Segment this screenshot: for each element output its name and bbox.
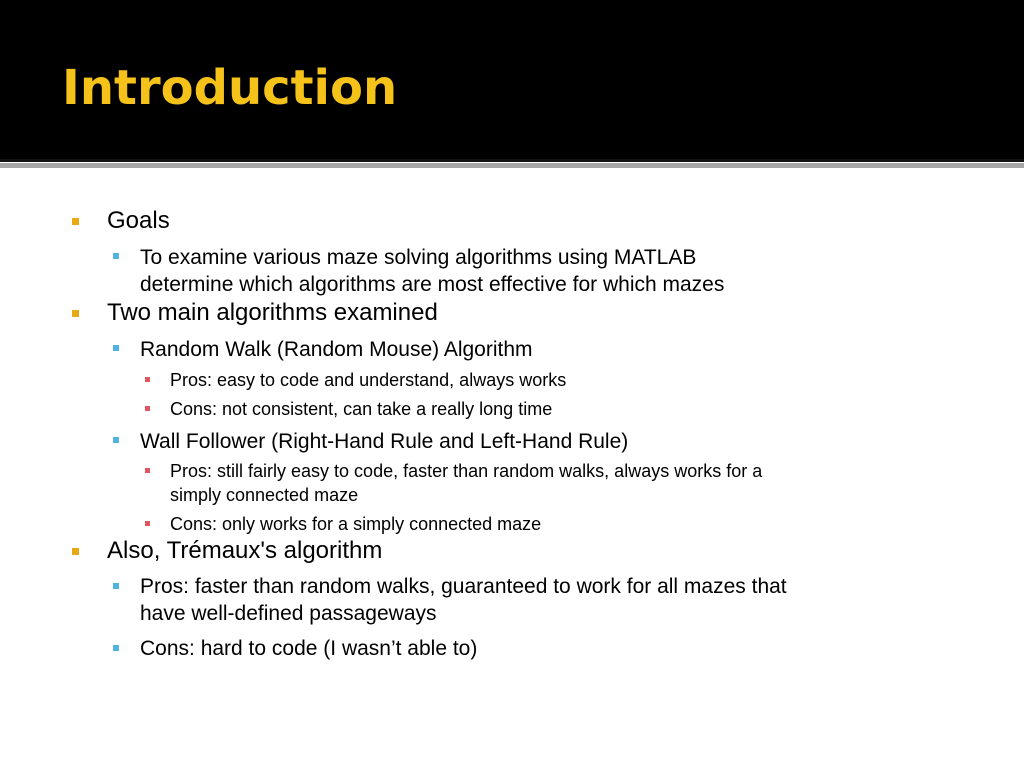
bullet-wall-follower-pros-line-2: simply connected maze xyxy=(170,485,359,505)
bullet-goals: Goals xyxy=(107,207,170,234)
bullet-marker xyxy=(113,645,119,651)
bullet-marker xyxy=(145,406,150,411)
bullet-marker xyxy=(113,437,119,443)
bullet-marker xyxy=(113,583,119,589)
bullet-marker xyxy=(145,521,150,526)
bullet-tremaux-pros-line-1: Pros: faster than random walks, guaranteed to work for all mazes that xyxy=(140,575,787,598)
bullet-random-walk-cons: Cons: not consistent, can take a really long time xyxy=(170,399,553,419)
bullet-random-walk-pros: Pros: easy to code and understand, always works xyxy=(170,370,567,390)
bullet-wall-follower-pros-line-1: Pros: still fairly easy to code, faster than random walks, always works for a xyxy=(170,461,763,481)
bullet-tremaux-pros-line-2: have well-defined passageways xyxy=(140,602,437,625)
bullet-marker xyxy=(113,345,119,351)
bullet-goal-line-1: To examine various maze solving algorithms using MATLAB xyxy=(140,246,697,269)
bullet-wall-follower: Wall Follower (Right-Hand Rule and Left-Hand Rule) xyxy=(140,430,629,453)
bullet-random-walk: Random Walk (Random Mouse) Algorithm xyxy=(140,338,533,361)
bullet-marker xyxy=(72,218,79,225)
bullet-tremaux-cons: Cons: hard to code (I wasn’t able to) xyxy=(140,637,478,660)
bullet-marker xyxy=(145,468,150,473)
bullet-two-main-algorithms: Two main algorithms examined xyxy=(107,299,438,326)
bullet-marker xyxy=(72,548,79,555)
bullet-marker xyxy=(72,310,79,317)
bullet-wall-follower-cons: Cons: only works for a simply connected maze xyxy=(170,514,542,534)
slide-title: Introduction xyxy=(62,60,398,116)
bullet-marker xyxy=(145,377,150,382)
bullet-marker xyxy=(113,253,119,259)
bullet-goal-line-2: determine which algorithms are most effective for which mazes xyxy=(140,273,725,296)
bullet-tremaux: Also, Trémaux's algorithm xyxy=(107,537,383,564)
